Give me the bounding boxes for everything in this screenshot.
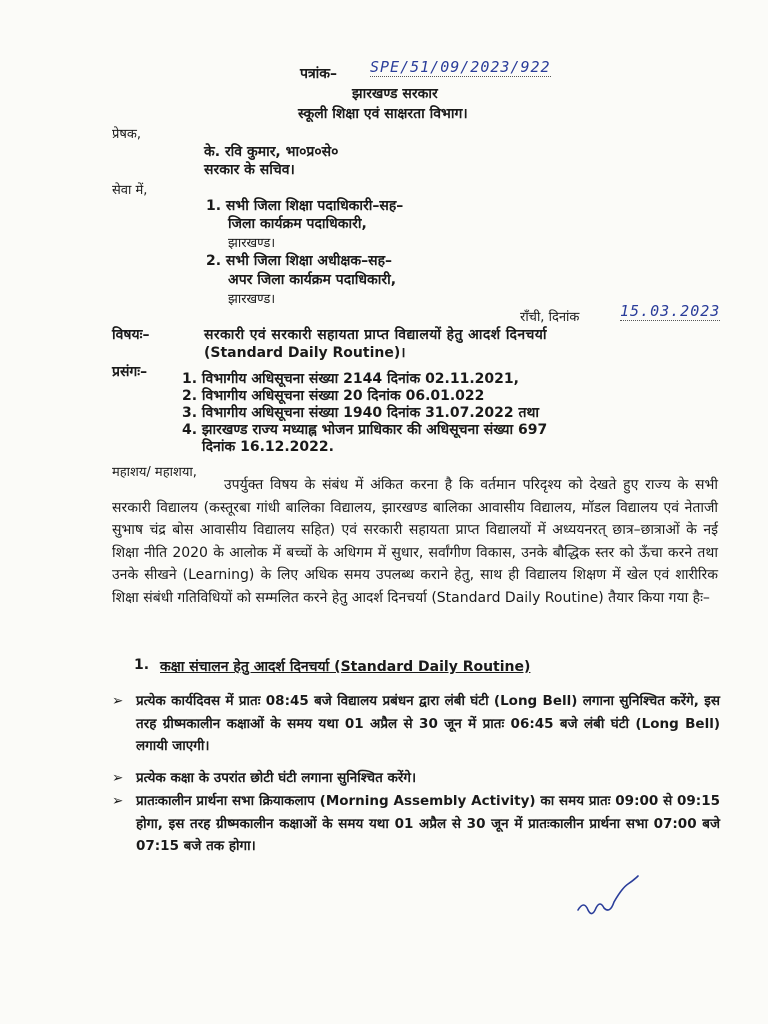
date-value: 15.03.2023 <box>620 302 721 320</box>
section-1-number: 1. <box>134 657 150 673</box>
reference-item-4-date: दिनांक 16.12.2022. <box>202 439 334 455</box>
reference-item-1: 1. विभागीय अधिसूचना संख्या 2144 दिनांक 02.11.2021, <box>182 371 519 387</box>
reference-item-4: 4. झारखण्ड राज्य मध्याह्न भोजन प्राधिकार की अधिसूचना संख्या 697 <box>182 422 548 438</box>
department-name: स्कूली शिक्षा एवं साक्षरता विभाग। <box>298 106 468 122</box>
arrow-bullet-icon: ➢ <box>112 793 124 809</box>
subject-line-1: सरकारी एवं सरकारी सहायता प्राप्त विद्यालयों हेतु आदर्श दिनचर्या <box>204 327 547 343</box>
handwritten-initial <box>574 870 644 920</box>
reference-item-3: 3. विभागीय अधिसूचना संख्या 1940 दिनांक 31.07.2022 तथा <box>182 405 540 421</box>
section-1-title: कक्षा संचालन हेतु आदर्श दिनचर्या (Standard Daily Routine) <box>160 659 531 675</box>
govt-name: झारखण्ड सरकार <box>352 86 438 102</box>
body-paragraph <box>112 474 718 609</box>
bullet-item-2 <box>112 767 720 790</box>
recipient-2-line-2: अपर जिला कार्यक्रम पदाधिकारी, <box>228 272 397 288</box>
patrank-number: SPE/51/09/2023/922 <box>370 58 551 76</box>
recipient-2-line-1: 2. सभी जिला शिक्षा अधीक्षक–सह– <box>206 253 393 269</box>
bullet-text-3: प्रातःकालीन प्रार्थना सभा क्रियाकलाप (Morning Assembly Activity) का समय प्रातः 09:00 से 09:15 होगा, इस तरह ग्रीष्मकालीन कक्षाओं के समय यथा 01 अप्रैल से 30 जून में प्रातःकालीन प्रार्थना सभा 07:00 बजे 07:15 बजे तक होगा। <box>136 793 720 854</box>
recipient-1-line-2: जिला कार्यक्रम पदाधिकारी, <box>228 216 367 232</box>
salutation: महाशय/ महाशया, <box>112 465 197 480</box>
recipients-label: सेवा में, <box>112 183 148 198</box>
recipient-1-line-1: 1. सभी जिला शिक्षा पदाधिकारी–सह– <box>206 198 404 214</box>
bullet-text-2: प्रत्येक कक्षा के उपरांत छोटी घंटी लगाना सुनिश्चित करेंगे। <box>136 770 417 786</box>
bullet-text-1: प्रत्येक कार्यदिवस में प्रातः 08:45 बजे विद्यालय प्रबंधन द्वारा लंबी घंटी (Long Bell) लगाना सुनिश्चित करेंगे, इस तरह ग्रीष्मकालीन कक्षाओं के समय यथा 01 अप्रैल से 30 जून में प्रातः 06:45 बजे लंबी घंटी (Long Bell) लगायी जाएगी। <box>136 693 720 754</box>
body-paragraph-text: उपर्युक्त विषय के संबंध में अंकित करना है कि वर्तमान परिदृश्य को देखते हुए राज्य के सभी सरकारी विद्यालय (कस्तूरबा गांधी बालिका विद्यालय, झारखण्ड बालिका आवासीय विद्यालय, मॉडल विद्यालय एवं नेताजी सुभाष चंद्र बोस आवासीय विद्यालय सहित) एवं सरकारी सहायता प्राप्त विद्यालयों में अध्ययनरत् छात्र–छात्राओं के नई शिक्षा नीति 2020 के आलोक में बच्चों के अधिगम में सुधार, सर्वांगीण विकास, उनके बौद्धिक स्तर को ऊँचा करने तथा उनके सीखने (Learning) के लिए अधिक समय उपलब्ध कराने हेतु, साथ ही विद्यालय शिक्षण में खेल एवं शारीरिक शिक्षा संबंधी गतिविधियों को सम्मलित करने हेतु आदर्श दिनचर्या (Standard Daily Routine) तैयार किया गया हैः– <box>112 477 718 606</box>
subject-line-2: (Standard Daily Routine)। <box>204 345 406 361</box>
sender-label: प्रेषक, <box>112 127 142 142</box>
reference-item-2: 2. विभागीय अधिसूचना संख्या 20 दिनांक 06.01.022 <box>182 388 485 404</box>
recipient-2-line-3: झारखण्ड। <box>228 292 276 307</box>
sender-name: के. रवि कुमार, भा०प्र०से० <box>204 144 339 160</box>
subject-label: विषयः– <box>112 327 150 343</box>
arrow-bullet-icon: ➢ <box>112 770 124 786</box>
date-label: राँची, दिनांक <box>520 310 580 325</box>
bullet-item-1 <box>112 690 720 758</box>
arrow-bullet-icon: ➢ <box>112 693 124 709</box>
patrank-label: पत्रांक– <box>300 66 338 82</box>
recipient-1-line-3: झारखण्ड। <box>228 236 276 251</box>
bullet-item-3 <box>112 790 720 858</box>
sender-designation: सरकार के सचिव। <box>204 162 295 178</box>
reference-label: प्रसंगः– <box>112 364 148 380</box>
